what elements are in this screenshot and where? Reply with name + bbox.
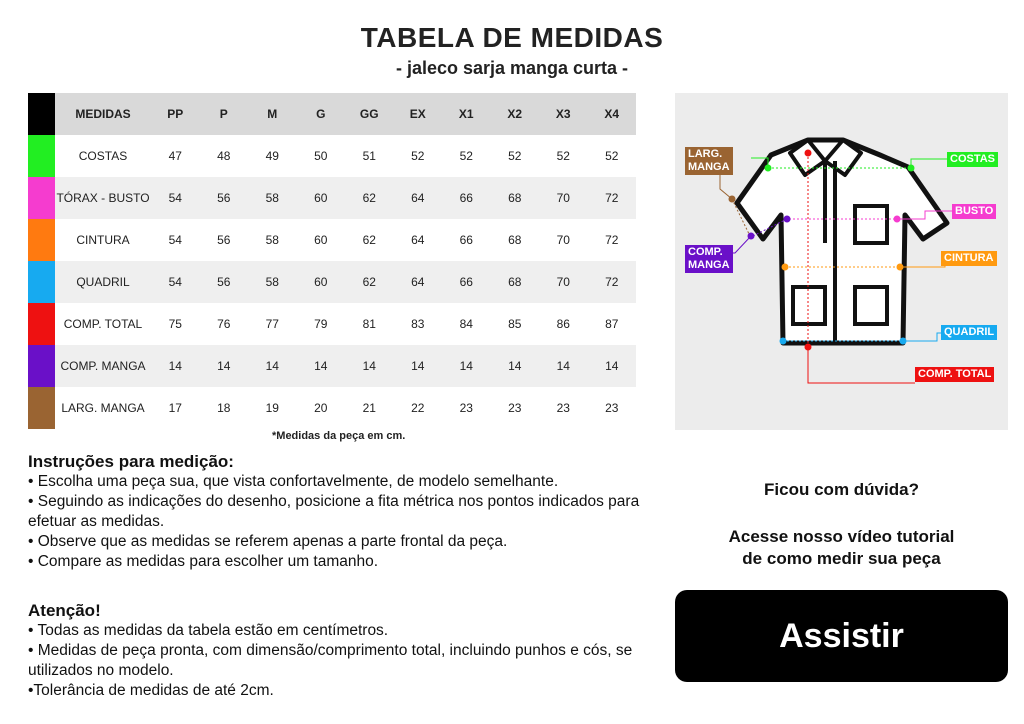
table-cell: 72 — [605, 233, 619, 247]
table-cell: 50 — [314, 149, 328, 163]
table-cell: 84 — [459, 317, 473, 331]
table-cell: 52 — [605, 149, 619, 163]
table-cell: 47 — [168, 149, 182, 163]
table-header-row — [28, 93, 636, 135]
table-cell: 56 — [200, 261, 249, 303]
table-cell: 60 — [297, 261, 346, 303]
tag-comp-manga: COMP. MANGA — [685, 245, 733, 273]
table-cell: 14 — [442, 345, 491, 387]
header-cell: PP — [151, 93, 200, 135]
table-cell: 58 — [248, 177, 297, 219]
table-cell: 60 — [297, 177, 346, 219]
help-line: de como medir sua peça — [742, 549, 941, 568]
header-cell: X1 — [442, 93, 491, 135]
row-label: COSTAS — [78, 149, 128, 163]
table-cell: 81 — [362, 317, 376, 331]
comp-total-dot — [805, 150, 812, 157]
table-row — [28, 177, 636, 219]
attention-line: • Todas as medidas da tabela estão em centímetros. — [28, 622, 389, 639]
table-cell: 70 — [539, 177, 588, 219]
table-cell: 17 — [168, 401, 182, 415]
instructions-section — [28, 452, 648, 572]
row-color-swatch — [28, 303, 55, 345]
page-title: TABELA DE MEDIDAS — [360, 22, 664, 53]
tag-quadril: QUADRIL — [941, 325, 997, 340]
table-cell: 14 — [588, 345, 637, 387]
tag-costas: COSTAS — [947, 152, 998, 167]
table-cell: 52 — [459, 149, 473, 163]
table-cell: 51 — [362, 149, 376, 163]
row-label: COMP. MANGA — [55, 345, 151, 387]
attention-section — [28, 601, 648, 701]
help-section — [675, 480, 1008, 570]
row-label: COMP. TOTAL — [63, 317, 143, 331]
table-cell: 14 — [248, 345, 297, 387]
table-footnote: *Medidas da peça em cm. — [272, 430, 406, 442]
table-cell: 21 — [362, 401, 376, 415]
header-cell: P — [200, 93, 249, 135]
attention-title: Atenção! — [28, 601, 101, 620]
right-pocket — [855, 287, 887, 324]
table-cell: 22 — [411, 401, 425, 415]
table-cell: 68 — [508, 233, 522, 247]
table-cell: 23 — [459, 401, 473, 415]
row-color-swatch — [28, 261, 55, 303]
table-cell: 66 — [459, 233, 473, 247]
table-cell: 19 — [265, 401, 279, 415]
table-cell: 52 — [508, 149, 522, 163]
instruction-line: • Observe que as medidas se referem apenas a parte frontal da peça. — [28, 533, 508, 550]
table-cell: 77 — [265, 317, 279, 331]
row-label: CINTURA — [76, 233, 130, 247]
table-cell: 76 — [217, 317, 231, 331]
table-cell: 18 — [217, 401, 231, 415]
table-cell: 68 — [491, 177, 540, 219]
attention-line: • Medidas de peça pronta, com dimensão/comprimento total, incluindo punhos e cós, se utilizados no modelo. — [28, 642, 633, 679]
table-cell: 70 — [556, 233, 570, 247]
table-row — [28, 303, 636, 345]
table-cell: 54 — [151, 177, 200, 219]
table-cell: 75 — [168, 317, 182, 331]
header-cell: GG — [345, 93, 394, 135]
table-cell: 85 — [508, 317, 522, 331]
table-cell: 52 — [411, 149, 425, 163]
jacket-diagram — [675, 93, 1008, 430]
table-body — [28, 135, 636, 429]
help-question: Ficou com dúvida? — [764, 480, 919, 499]
table-cell: 56 — [217, 233, 231, 247]
row-label: QUADRIL — [55, 261, 151, 303]
instruction-line: • Escolha uma peça sua, que vista confortavelmente, de modelo semelhante. — [28, 473, 559, 490]
table-cell: 54 — [151, 261, 200, 303]
table-cell: 52 — [556, 149, 570, 163]
header-cell: X3 — [539, 93, 588, 135]
table-cell: 14 — [297, 345, 346, 387]
comp-manga-dot — [784, 216, 791, 223]
table-cell: 14 — [200, 345, 249, 387]
tag-cintura: CINTURA — [941, 251, 997, 266]
attention-line: •Tolerância de medidas de até 2cm. — [28, 682, 274, 699]
table-row — [28, 219, 636, 261]
help-line: Acesse nosso vídeo tutorial — [728, 527, 955, 546]
instruction-line: • Compare as medidas para escolher um tamanho. — [28, 553, 379, 570]
table-cell: 14 — [345, 345, 394, 387]
table-cell: 72 — [588, 261, 637, 303]
header-cell: MEDIDAS — [55, 93, 151, 135]
instructions-title: Instruções para medição: — [28, 452, 234, 471]
header-cell: X4 — [588, 93, 637, 135]
watch-video-button[interactable]: Assistir — [675, 590, 1008, 682]
table-cell: 14 — [151, 345, 200, 387]
table-row — [28, 135, 636, 177]
page-subtitle: - jaleco sarja manga curta - — [395, 58, 629, 78]
table-row — [28, 261, 636, 303]
header-cell: X2 — [491, 93, 540, 135]
tag-comp-total: COMP. TOTAL — [915, 367, 994, 382]
table-cell: 64 — [411, 233, 425, 247]
table-row — [28, 387, 636, 429]
table-cell: 86 — [556, 317, 570, 331]
row-color-swatch — [28, 135, 55, 177]
table-cell: 70 — [539, 261, 588, 303]
table-row — [28, 345, 636, 387]
row-color-swatch — [28, 177, 55, 219]
row-color-swatch — [28, 345, 55, 387]
row-color-swatch — [28, 387, 55, 429]
table-cell: 64 — [394, 261, 443, 303]
header-swatch — [28, 93, 55, 135]
table-cell: 62 — [362, 233, 376, 247]
table-cell: 14 — [539, 345, 588, 387]
table-cell: 83 — [411, 317, 425, 331]
table-cell: 58 — [265, 233, 279, 247]
cintura-dot — [782, 264, 789, 271]
table-cell: 62 — [345, 261, 394, 303]
tag-busto: BUSTO — [952, 204, 996, 219]
header-cell: EX — [394, 93, 443, 135]
table-cell: 14 — [394, 345, 443, 387]
chest-pocket — [855, 206, 887, 243]
table-cell: 62 — [345, 177, 394, 219]
table-cell: 23 — [556, 401, 570, 415]
header-cell: G — [297, 93, 346, 135]
table-cell: 23 — [508, 401, 522, 415]
table-cell: 23 — [605, 401, 619, 415]
row-label: TÓRAX - BUSTO — [55, 177, 151, 219]
table-cell: 87 — [605, 317, 619, 331]
table-cell: 66 — [442, 261, 491, 303]
table-cell: 14 — [491, 345, 540, 387]
table-cell: 54 — [168, 233, 182, 247]
table-cell: 64 — [394, 177, 443, 219]
table-cell: 68 — [491, 261, 540, 303]
table-cell: 49 — [265, 149, 279, 163]
table-cell: 58 — [248, 261, 297, 303]
table-cell: 60 — [314, 233, 328, 247]
table-cell: 48 — [217, 149, 231, 163]
table-cell: 72 — [588, 177, 637, 219]
instruction-line: • Seguindo as indicações do desenho, posicione a fita métrica nos pontos indicados para efetuar as medidas. — [28, 493, 640, 530]
header-cell: M — [248, 93, 297, 135]
table-cell: 20 — [314, 401, 328, 415]
quadril-dot — [780, 338, 787, 345]
table-cell: 66 — [442, 177, 491, 219]
row-color-swatch — [28, 219, 55, 261]
size-table — [28, 93, 636, 429]
table-cell: 79 — [314, 317, 328, 331]
row-label: LARG. MANGA — [61, 401, 145, 415]
table-cell: 56 — [200, 177, 249, 219]
tag-larg-manga: LARG. MANGA — [685, 147, 733, 175]
left-pocket — [793, 287, 825, 324]
